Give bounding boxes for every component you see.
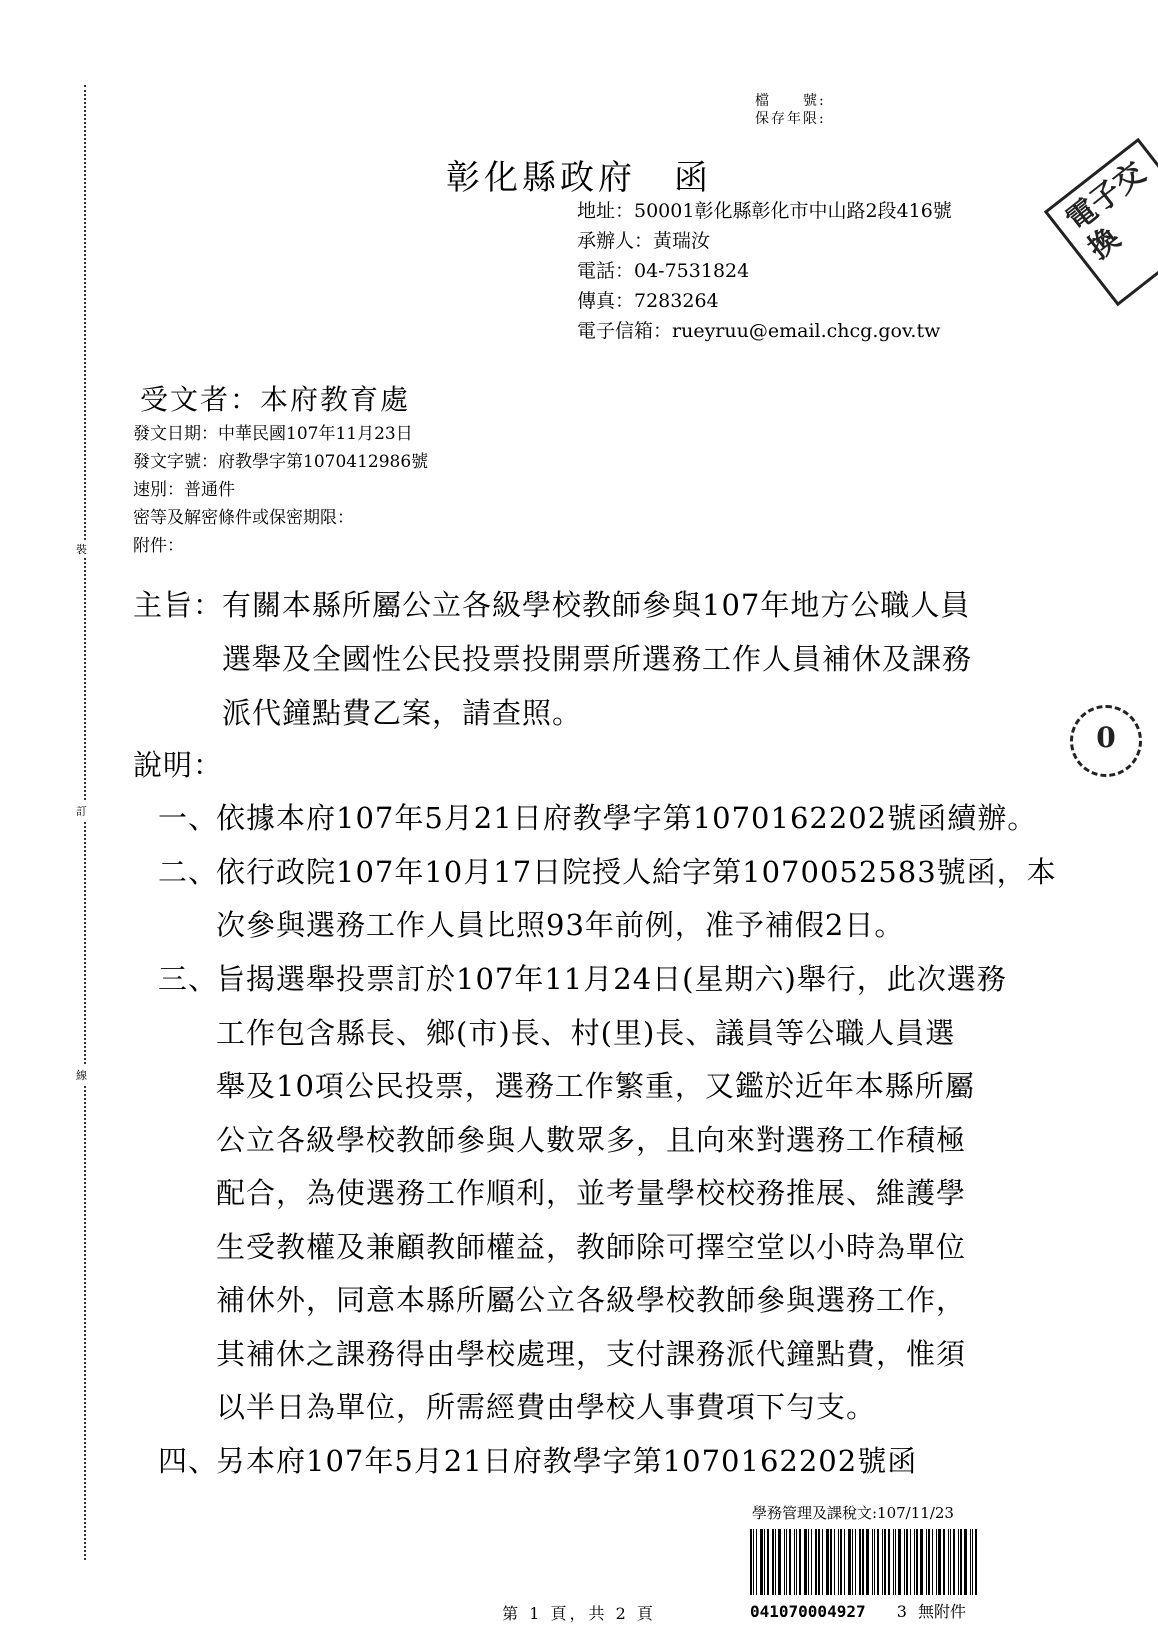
barcode-bar xyxy=(975,1529,977,1595)
item-line: 工作包含縣長、鄉(市)長、村(里)長、議員等公職人員選 xyxy=(216,1016,956,1050)
document-meta xyxy=(133,420,428,560)
barcode-bar xyxy=(848,1529,851,1595)
secrecy: 密等及解密條件或保密期限： xyxy=(133,508,354,528)
issue-number: 發文字號：府教學字第1070412986號 xyxy=(133,452,429,472)
item-line: 配合，為使選務工作順利，並考量學校校務推展、維護學 xyxy=(216,1176,967,1210)
item-line: 依據本府107年5月21日府教學字第1070162202號函續辦。 xyxy=(216,801,1038,835)
binding-mark-staple: 訂 xyxy=(76,802,87,820)
barcode-bar xyxy=(760,1529,763,1595)
barcode-attachment-note: 無附件 xyxy=(917,1602,966,1621)
item-line: 另本府107年5月21日府教學字第1070162202號函 xyxy=(216,1444,918,1478)
barcode-bar xyxy=(910,1529,911,1595)
barcode-bar xyxy=(866,1529,869,1595)
barcode-bar xyxy=(750,1529,752,1595)
barcode-bar xyxy=(862,1529,864,1595)
barcode-bar xyxy=(938,1529,941,1595)
item-line: 舉及10項公民投票，選務工作繁重，又鑑於近年本縣所屬 xyxy=(216,1069,975,1103)
binding-mark-bind: 裝 xyxy=(76,540,87,558)
item-number: 一、 xyxy=(158,801,219,835)
subject-line: 有關本縣所屬公立各級學校教師參與107年地方公職人員 xyxy=(222,588,971,622)
item-line: 公立各級學校教師參與人數眾多，且向來對選務工作積極 xyxy=(216,1123,967,1157)
sender-fax: 傳真：7283264 xyxy=(577,290,719,312)
barcode-bar xyxy=(936,1529,937,1595)
sender-address: 地址：50001彰化縣彰化市中山路2段416號 xyxy=(577,200,952,222)
barcode-bar xyxy=(882,1529,883,1595)
speed: 速別：普通件 xyxy=(133,480,235,500)
item-number: 三、 xyxy=(158,962,219,996)
barcode-bar xyxy=(778,1529,781,1595)
page-number: 第 1 頁，共 2 頁 xyxy=(502,1604,656,1623)
barcode-bar xyxy=(895,1529,896,1595)
binding-line xyxy=(84,85,86,1560)
item-line: 次參與選務工作人員比照93年前例，准予補假2日。 xyxy=(216,908,905,942)
issue-date: 發文日期：中華民國107年11月23日 xyxy=(133,424,413,444)
item-line: 補休外，同意本縣所屬公立各級學校教師參與選務工作， xyxy=(216,1283,967,1317)
barcode-bar xyxy=(756,1529,757,1595)
barcode-bar xyxy=(808,1529,809,1595)
document-title: 彰化縣政府 函 xyxy=(446,158,712,198)
sender-phone: 電話：04-7531824 xyxy=(577,260,750,282)
barcode-number: 041070004927 xyxy=(750,1602,866,1621)
item-number: 二、 xyxy=(158,855,219,889)
barcode-bar xyxy=(943,1529,945,1595)
barcode-bar xyxy=(799,1529,801,1595)
barcode-bar xyxy=(874,1529,875,1595)
exchange-stamp: 電子交換 xyxy=(1044,138,1158,306)
barcode-bar xyxy=(898,1529,901,1595)
file-number-label: 檔 號: xyxy=(755,93,826,109)
item-line: 其補休之課務得由學校處理，支付課務派代鐘點費，惟須 xyxy=(216,1337,967,1371)
sender-info xyxy=(577,196,952,346)
barcode-bar xyxy=(818,1529,820,1595)
barcode-bar xyxy=(950,1529,951,1595)
seal-stamp: 0 xyxy=(1070,705,1142,777)
attachment: 附件： xyxy=(133,536,184,556)
barcode-bar xyxy=(789,1529,791,1595)
barcode-bar xyxy=(859,1529,861,1595)
sender-email: 電子信箱：rueyruu@email.chcg.gov.tw xyxy=(577,320,941,342)
barcode-bar xyxy=(830,1529,832,1595)
barcode-bar xyxy=(884,1529,886,1595)
item-line: 旨揭選舉投票訂於107年11月24日(星期六)舉行，此次選務 xyxy=(216,962,1007,996)
item-number: 四、 xyxy=(158,1444,219,1478)
barcode-bar xyxy=(794,1529,795,1595)
barcode-bar xyxy=(926,1529,927,1595)
barcode-bar xyxy=(893,1529,894,1595)
barcode-bar xyxy=(772,1529,774,1595)
barcode-bar xyxy=(920,1529,923,1595)
barcode-caption: 學務管理及課稅文:107/11/23 xyxy=(750,1502,1025,1523)
barcode-bar xyxy=(840,1529,842,1595)
barcode-bar xyxy=(948,1529,949,1595)
barcode-bar xyxy=(972,1529,973,1595)
subject-label: 主旨： xyxy=(133,588,224,622)
barcode-bar xyxy=(953,1529,955,1595)
barcode-bar xyxy=(928,1529,930,1595)
retention-label: 保存年限: xyxy=(755,111,826,127)
barcode-bar xyxy=(838,1529,839,1595)
barcode-bar xyxy=(914,1529,915,1595)
barcode-bar xyxy=(764,1529,765,1595)
barcode-bar xyxy=(784,1529,785,1595)
barcode-bar xyxy=(804,1529,807,1595)
barcode-bar xyxy=(775,1529,776,1595)
barcode-bar xyxy=(960,1529,962,1595)
barcode-bar xyxy=(964,1529,967,1595)
barcode-bar xyxy=(826,1529,829,1595)
barcode-bar xyxy=(822,1529,823,1595)
barcode-bar xyxy=(815,1529,817,1595)
item-line: 依行政院107年10月17日院授人給字第1070052583號函，本 xyxy=(216,855,1057,889)
barcode-bar xyxy=(932,1529,933,1595)
barcode-bar xyxy=(904,1529,905,1595)
barcode xyxy=(750,1529,1015,1595)
barcode-count: 3 xyxy=(896,1602,907,1621)
item-line: 生受教權及兼顧教師權益，教師除可擇空堂以小時為單位 xyxy=(216,1230,967,1264)
barcode-bar xyxy=(753,1529,754,1595)
barcode-bar xyxy=(834,1529,835,1595)
subject-line: 派代鐘點費乙案，請查照。 xyxy=(222,696,583,730)
barcode-bar xyxy=(958,1529,959,1595)
recipient: 受文者：本府教育處 xyxy=(140,383,411,416)
explanation-label: 說明： xyxy=(133,748,224,782)
barcode-bar xyxy=(888,1529,890,1595)
barcode-bar xyxy=(786,1529,787,1595)
barcode-bar xyxy=(906,1529,908,1595)
barcode-bar xyxy=(970,1529,971,1595)
item-line: 以半日為單位，所需經費由學校人事費項下勻支。 xyxy=(216,1390,877,1424)
barcode-bar xyxy=(767,1529,769,1595)
barcode-bar xyxy=(796,1529,797,1595)
binding-mark-line: 線 xyxy=(76,1066,87,1084)
barcode-bar xyxy=(872,1529,873,1595)
barcode-bar xyxy=(811,1529,812,1595)
barcode-bar xyxy=(916,1529,918,1595)
barcode-bar xyxy=(844,1529,845,1595)
barcode-bar xyxy=(877,1529,879,1595)
sender-handler: 承辦人：黃瑞汝 xyxy=(577,230,711,252)
barcode-bar xyxy=(852,1529,853,1595)
subject-line: 選舉及全國性公民投票投開票所選務工作人員補休及課務 xyxy=(222,642,973,676)
barcode-bar xyxy=(855,1529,856,1595)
